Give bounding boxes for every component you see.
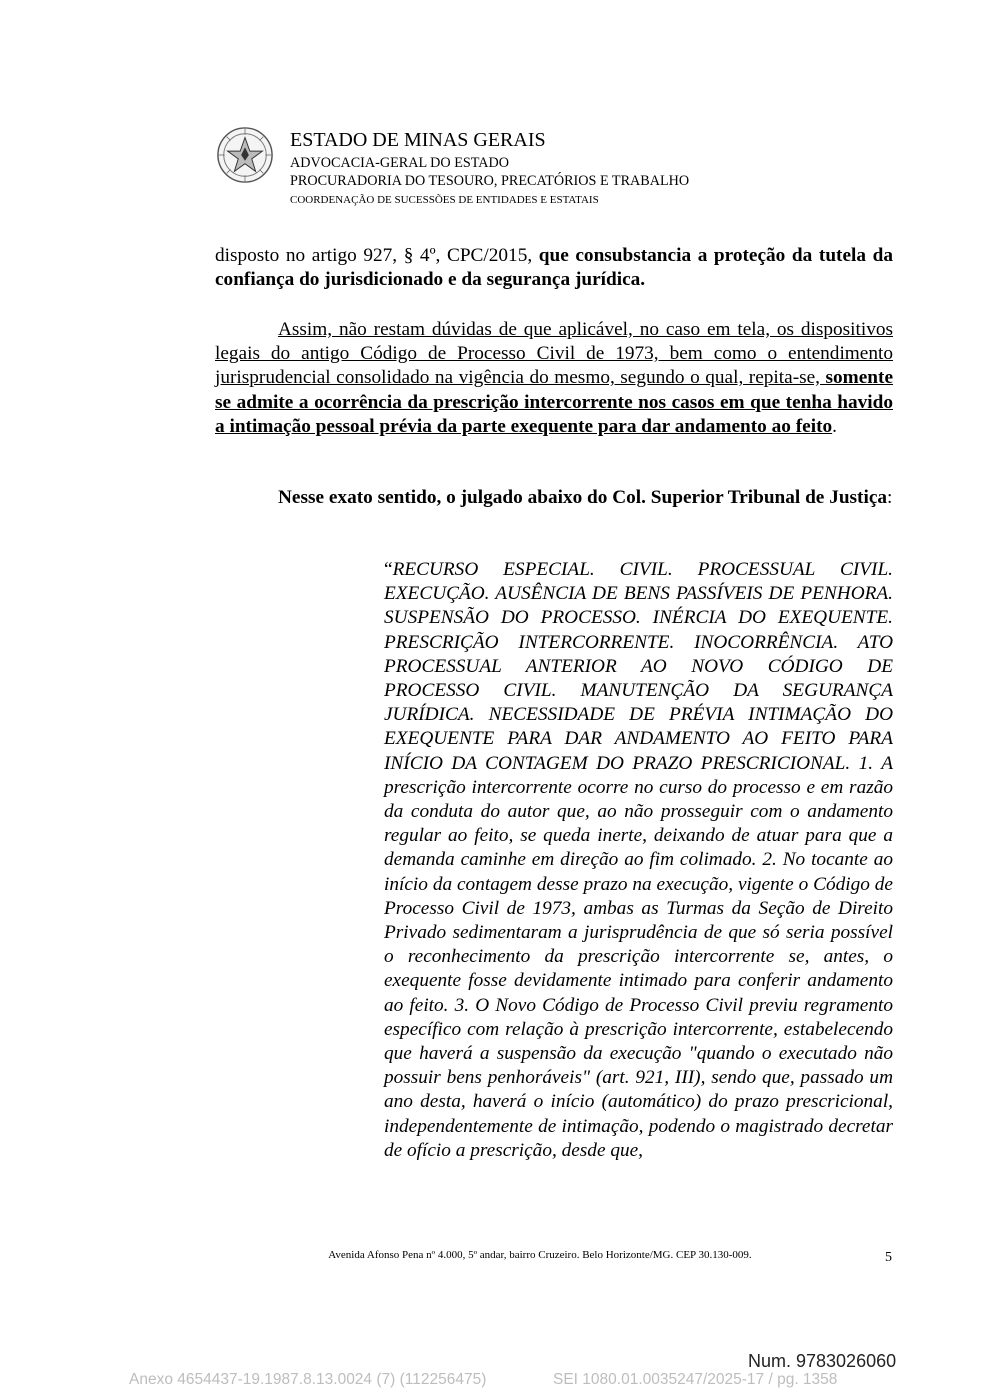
quote-open-mark: “ xyxy=(384,559,393,580)
p3-end-punct: : xyxy=(887,487,893,508)
minas-gerais-coat-of-arms-icon xyxy=(216,126,274,184)
p2-underlined-text: Assim, não restam dúvidas de que aplicável, no caso em tela, os dispositivos legais do antigo Código de Processo Civil de 1973, bem como o entendimento jurisprudencial consolidado na vigência do mesmo, segundo o qual, repita-se, xyxy=(215,319,893,389)
header-agency: ADVOCACIA-GERAL DO ESTADO xyxy=(290,155,510,171)
case-law-quote xyxy=(384,558,893,1163)
annex-watermark: Anexo 4654437-19.1987.8.13.0024 (7) (112256475) xyxy=(129,1371,487,1388)
header-procuradoria: PROCURADORIA DO TESOURO, PRECATÓRIOS E TRABALHO xyxy=(290,173,690,189)
p1-normal-text: disposto no artigo 927, § 4º, CPC/2015, xyxy=(215,245,539,266)
p3-bold-text: Nesse exato sentido, o julgado abaixo do Col. Superior Tribunal de Justiça xyxy=(278,487,888,508)
p1-bold-text: que consubstancia a proteção da tutela da confiança do jurisdicionado e da segurança jurídica. xyxy=(215,245,893,291)
document-number-stamp: Num. 9783026060 xyxy=(748,1351,897,1371)
page-number: 5 xyxy=(885,1250,892,1265)
sei-watermark: SEI 1080.01.0035247/2025-17 / pg. 1358 xyxy=(553,1371,838,1388)
p2-bold-underlined-text: somente se admite a ocorrência da prescrição intercorrente nos casos em que tenha havido a intimação pessoal prévia da parte exequente para dar andamento ao feito xyxy=(215,367,893,437)
paragraph-assim xyxy=(215,318,893,439)
paragraph-nesse-sentido xyxy=(215,486,893,510)
footer-address: Avenida Afonso Pena nº 4.000, 5º andar, bairro Cruzeiro. Belo Horizonte/MG. CEP 30.130-009. xyxy=(328,1249,752,1261)
paragraph-disposto xyxy=(215,244,893,292)
p2-end-punct: . xyxy=(832,415,837,437)
header-state: ESTADO DE MINAS GERAIS xyxy=(290,129,546,151)
quote-text: RECURSO ESPECIAL. CIVIL. PROCESSUAL CIVIL. EXECUÇÃO. AUSÊNCIA DE BENS PASSÍVEIS DE PENHORA. SUSPENSÃO DO PROCESSO. INÉRCIA DO EXEQUENTE. PRESCRIÇÃO INTERCORRENTE. INOCORRÊNCIA. ATO PROCESSUAL ANTERIOR AO NOVO CÓDIGO DE PROCESSO CIVIL. MANUTENÇÃO DA SEGURANÇA JURÍDICA. NECESSIDADE DE PRÉVIA INTIMAÇÃO DO EXEQUENTE PARA DAR ANDAMENTO AO FEITO PARA INÍCIO DA CONTAGEM DO PRAZO PRESCRICIONAL. 1. A prescrição intercorrente ocorre no curso do processo e em razão da conduta do autor que, ao não prosseguir com o andamento regular ao feito, se queda inerte, deixando de atuar para que a demanda caminhe em direção ao fim colimado. 2. No tocante ao início da contagem desse prazo na execução, vigente o Código de Processo Civil de 1973, ambas as Turmas da Seção de Direito Privado sedimentaram a jurisprudência de que só seria possível o reconhecimento da prescrição intercorrente se, antes, o exequente fosse devidamente intimado para conferir andamento ao feito. 3. O Novo Código de Processo Civil previu regramento específico com relação à prescrição intercorrente, estabelecendo que haverá a suspensão da execução "quando o executado não possuir bens penhoráveis" (art. 921, III), sendo que, passado um ano desta, haverá o início (automático) do prazo prescricional, independentemente de intimação, podendo o magistrado decretar de ofício a prescrição, desde que, xyxy=(384,559,893,1161)
header-coordenacao: COORDENAÇÃO DE SUCESSÕES DE ENTIDADES E ESTATAIS xyxy=(290,194,599,206)
